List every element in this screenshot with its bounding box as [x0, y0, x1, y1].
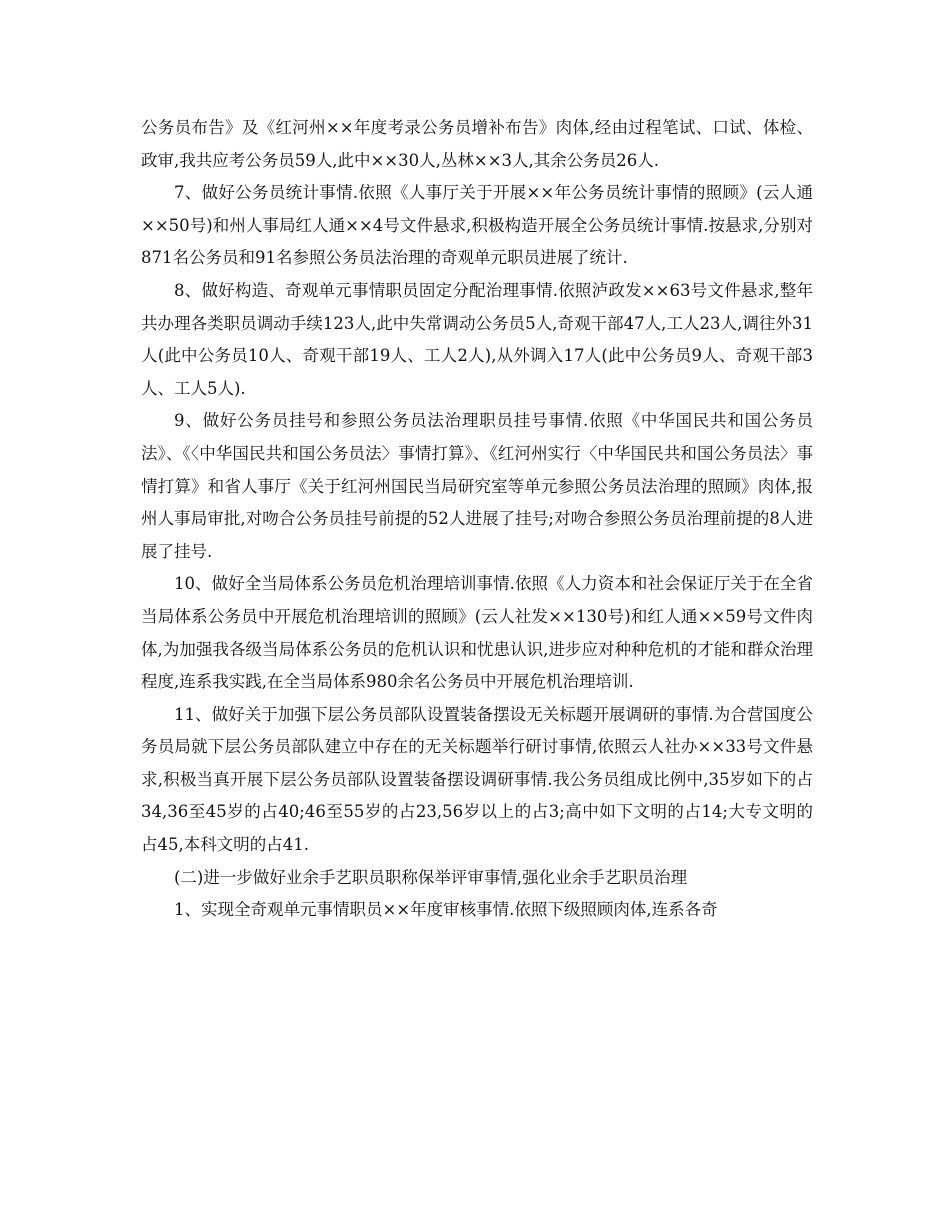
paragraph-continuation: 公务员布告》及《红河州××年度考录公务员增补布告》肉体,经由过程笔试、口试、体检、政审,我共应考公务员59人,此中××30人,丛林××3人,其余公务员26人. [141, 118, 813, 170]
paragraph-item-7: 7、做好公务员统计事情.依照《人事厅关于开展××年公务员统计事情的照顾》(云人通××50号)和州人事局红人通××4号文件悬求,积极构造开展全公务员统计事情.按悬求,分别对871名公务员和91名参照公务员法治理的奇观单元职员进展了统计. [141, 183, 813, 268]
paragraph-item-9: 9、做好公务员挂号和参照公务员法治理职员挂号事情.依照《中华国民共和国公务员法》、《〈中华国民共和国公务员法〉事情打算》、《红河州实行〈中华国民共和国公务员法〉事情打算》和省人事厅《关于红河州国民当局研究室等单元参照公务员法治理的照顾》肉体,报州人事局审批,对吻合公务员挂号前提的52人进展了挂号;对吻合参照公务员治理前提的8人进展了挂号. [141, 411, 813, 561]
section-heading: (二)进一步做好业余手艺职员职称保举评审事情,强化业余手艺职员治理 [174, 867, 688, 887]
paragraph-item-11: 11、做好关于加强下层公务员部队设置装备摆设无关标题开展调研的事情.为合营国度公务员局就下层公务员部队建立中存在的无关标题举行研讨事情,依照云人社办××33号文件悬求,积极当真开展下层公务员部队设置装备摆设调研事情.我公务员组成比例中,35岁如下的占34,36至45岁的占40;46至55岁的占23,56岁以上的占3;高中如下文明的占14;大专文明的占45,本科文明的占41. [141, 704, 813, 855]
paragraph-subitem-1: 1、实现全奇观单元事情职员××年度审核事情.依照下级照顾肉体,连系各奇 [174, 900, 718, 920]
paragraph-item-8: 8、做好构造、奇观单元事情职员固定分配治理事情.依照泸政发××63号文件悬求,整年共办理各类职员调动手续123人,此中失常调动公务员5人,奇观干部47人,工人23人,调往外31人(此中公务员10人、奇观干部19人、工人2人),从外调入17人(此中公务员9人、奇观干部3人、工人5人). [141, 280, 813, 398]
paragraph-item-10: 10、做好全当局体系公务员危机治理培训事情.依照《人力资本和社会保证厅关于在全省当局体系公务员中开展危机治理培训的照顾》(云人社发××130号)和红人通××59号文件肉体,为加强我各级当局体系公务员的危机认识和忧患认识,进步应对种种危机的才能和群众治理程度,连系我实践,在全当局体系980余名公务员中开展危机治理培训. [141, 574, 813, 692]
document-body [141, 112, 813, 927]
